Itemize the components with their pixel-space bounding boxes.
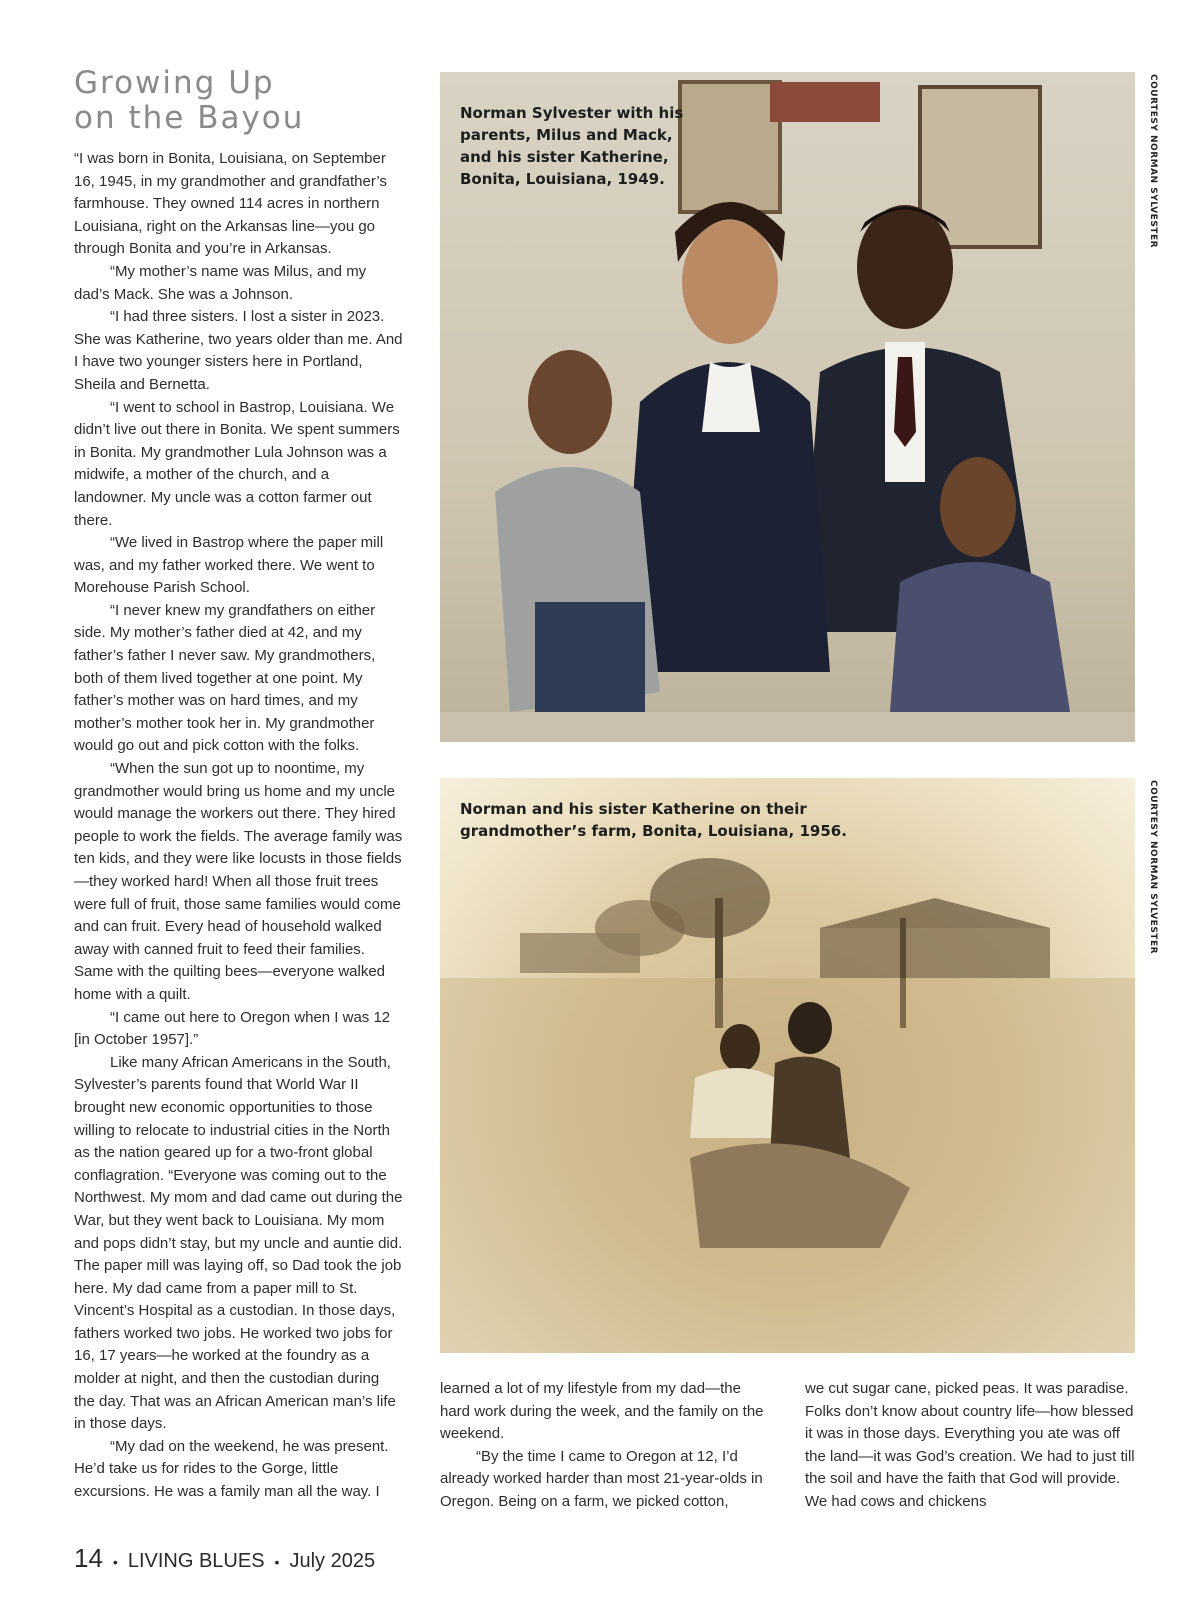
farm-photo-image [440,778,1135,1353]
paragraph: “We lived in Bastrop where the paper mill was, and my father worked there. We went to Morehouse Parish School. [74,534,384,597]
body-column-right [805,1378,1135,1514]
paragraph: “I had three sisters. I lost a sister in 2023. She was Katherine, two years older than me. And I have two younger sisters here in Portland, Sheila and Bernetta. [74,308,403,393]
paragraph: “My dad on the weekend, he was present. He’d take us for rides to the Gorge, little excursions. He was a family man all the way. I [74,1437,389,1501]
paragraph: “I went to school in Bastrop, Louisiana. We didn’t live out there in Bonita. We spent summers in Bonita. My grandmother Lula Johnson was a midwife, a mother of the church, and a landowner. My uncle was a cotton farmer out there. [74,398,400,529]
footer-separator: • [274,1554,280,1570]
paragraph: “When the sun got up to noontime, my grandmother would bring us home and my uncle would manage the workers out there. They hired people to work the fields. The average family was ten kids, and they were like locusts in those fields—they worked hard! When all those fruit trees were full of fruit, those same families would come and can fruit. Every head of household walked away with canned fruit to feed their families. Same with the quilting bees—everyone walked home with a quilt. [74,760,403,1003]
paragraph: “I never knew my grandfathers on either side. My mother’s father died at 42, and my father’s father I never saw. My grandmothers, both of them lived together at one point. My father’s mother was on hard times, and my mother’s mother took her in. My grandmother would go out and pick cotton with the folks. [74,601,376,755]
family-photo [440,72,1135,742]
paragraph: “By the time I came to Oregon at 12, I’d already worked harder than most 21-year-olds in Oregon. Being on a farm, we picked cotton, [440,1447,763,1510]
footer-separator: • [112,1554,118,1570]
paragraph: “I came out here to Oregon when I was 12 [in October 1957].” [74,1008,391,1049]
paragraph: “My mother’s name was Milus, and my dad’s Mack. She was a Johnson. [74,262,367,303]
title-line-1: Growing Up [74,65,275,101]
issue-date: July 2025 [289,1550,376,1572]
paragraph: “I was born in Bonita, Louisiana, on September 16, 1945, in my grandmother and grandfather’s farmhouse. They owned 114 acres in northern Louisiana, right on the Arkansas line—you go through Bonita and you’re in Arkansas. [74,150,387,258]
family-photo-credit: COURTESY NORMAN SYLVESTER [1148,74,1158,249]
family-photo-caption: Norman Sylvester with his parents, Milus and Mack, and his sister Katherine, Bonita, Louisiana, 1949. [460,104,684,188]
paragraph: we cut sugar cane, picked peas. It was paradise. Folks don’t know about country life—how blessed it was in those days. Everything you ate was off the land—it was God’s creation. We had to just till the soil and have the faith that God will provide. We had cows and chickens [805,1380,1135,1510]
paragraph: learned a lot of my lifestyle from my dad—the hard work during the week, and the family on the weekend. [440,1380,764,1443]
farm-photo-caption: Norman and his sister Katherine on their grandmother’s farm, Bonita, Louisiana, 1956. [460,800,847,840]
farm-photo [440,778,1135,1353]
page-footer [74,1543,375,1574]
body-column-middle [440,1378,770,1514]
title-line-2: on the Bayou [74,100,305,136]
publication-name: LIVING BLUES [127,1550,265,1572]
body-column-left [74,148,404,1504]
article-title [74,66,414,136]
paragraph: Like many African Americans in the South, Sylvester’s parents found that World War II brought new economic opportunities to those willing to relocate to industrial cities in the North as the nation geared up for a two-front global conflagration. “Everyone was coming out to the Northwest. My mom and dad came out during the War, but they went back to Louisiana. My mom and pops didn’t stay, but my uncle and auntie did. The paper mill was laying off, so Dad took the job here. My dad came from a paper mill to St. Vincent’s Hospital as a custodian. In those days, fathers worked two jobs. He worked two jobs for 16, 17 years—he worked at the foundry as a molder at night, and then the custodian during the day. That was an African American man’s life in those days. [74,1053,403,1433]
farm-photo-credit: COURTESY NORMAN SYLVESTER [1148,780,1158,955]
page-number: 14 [74,1543,103,1573]
